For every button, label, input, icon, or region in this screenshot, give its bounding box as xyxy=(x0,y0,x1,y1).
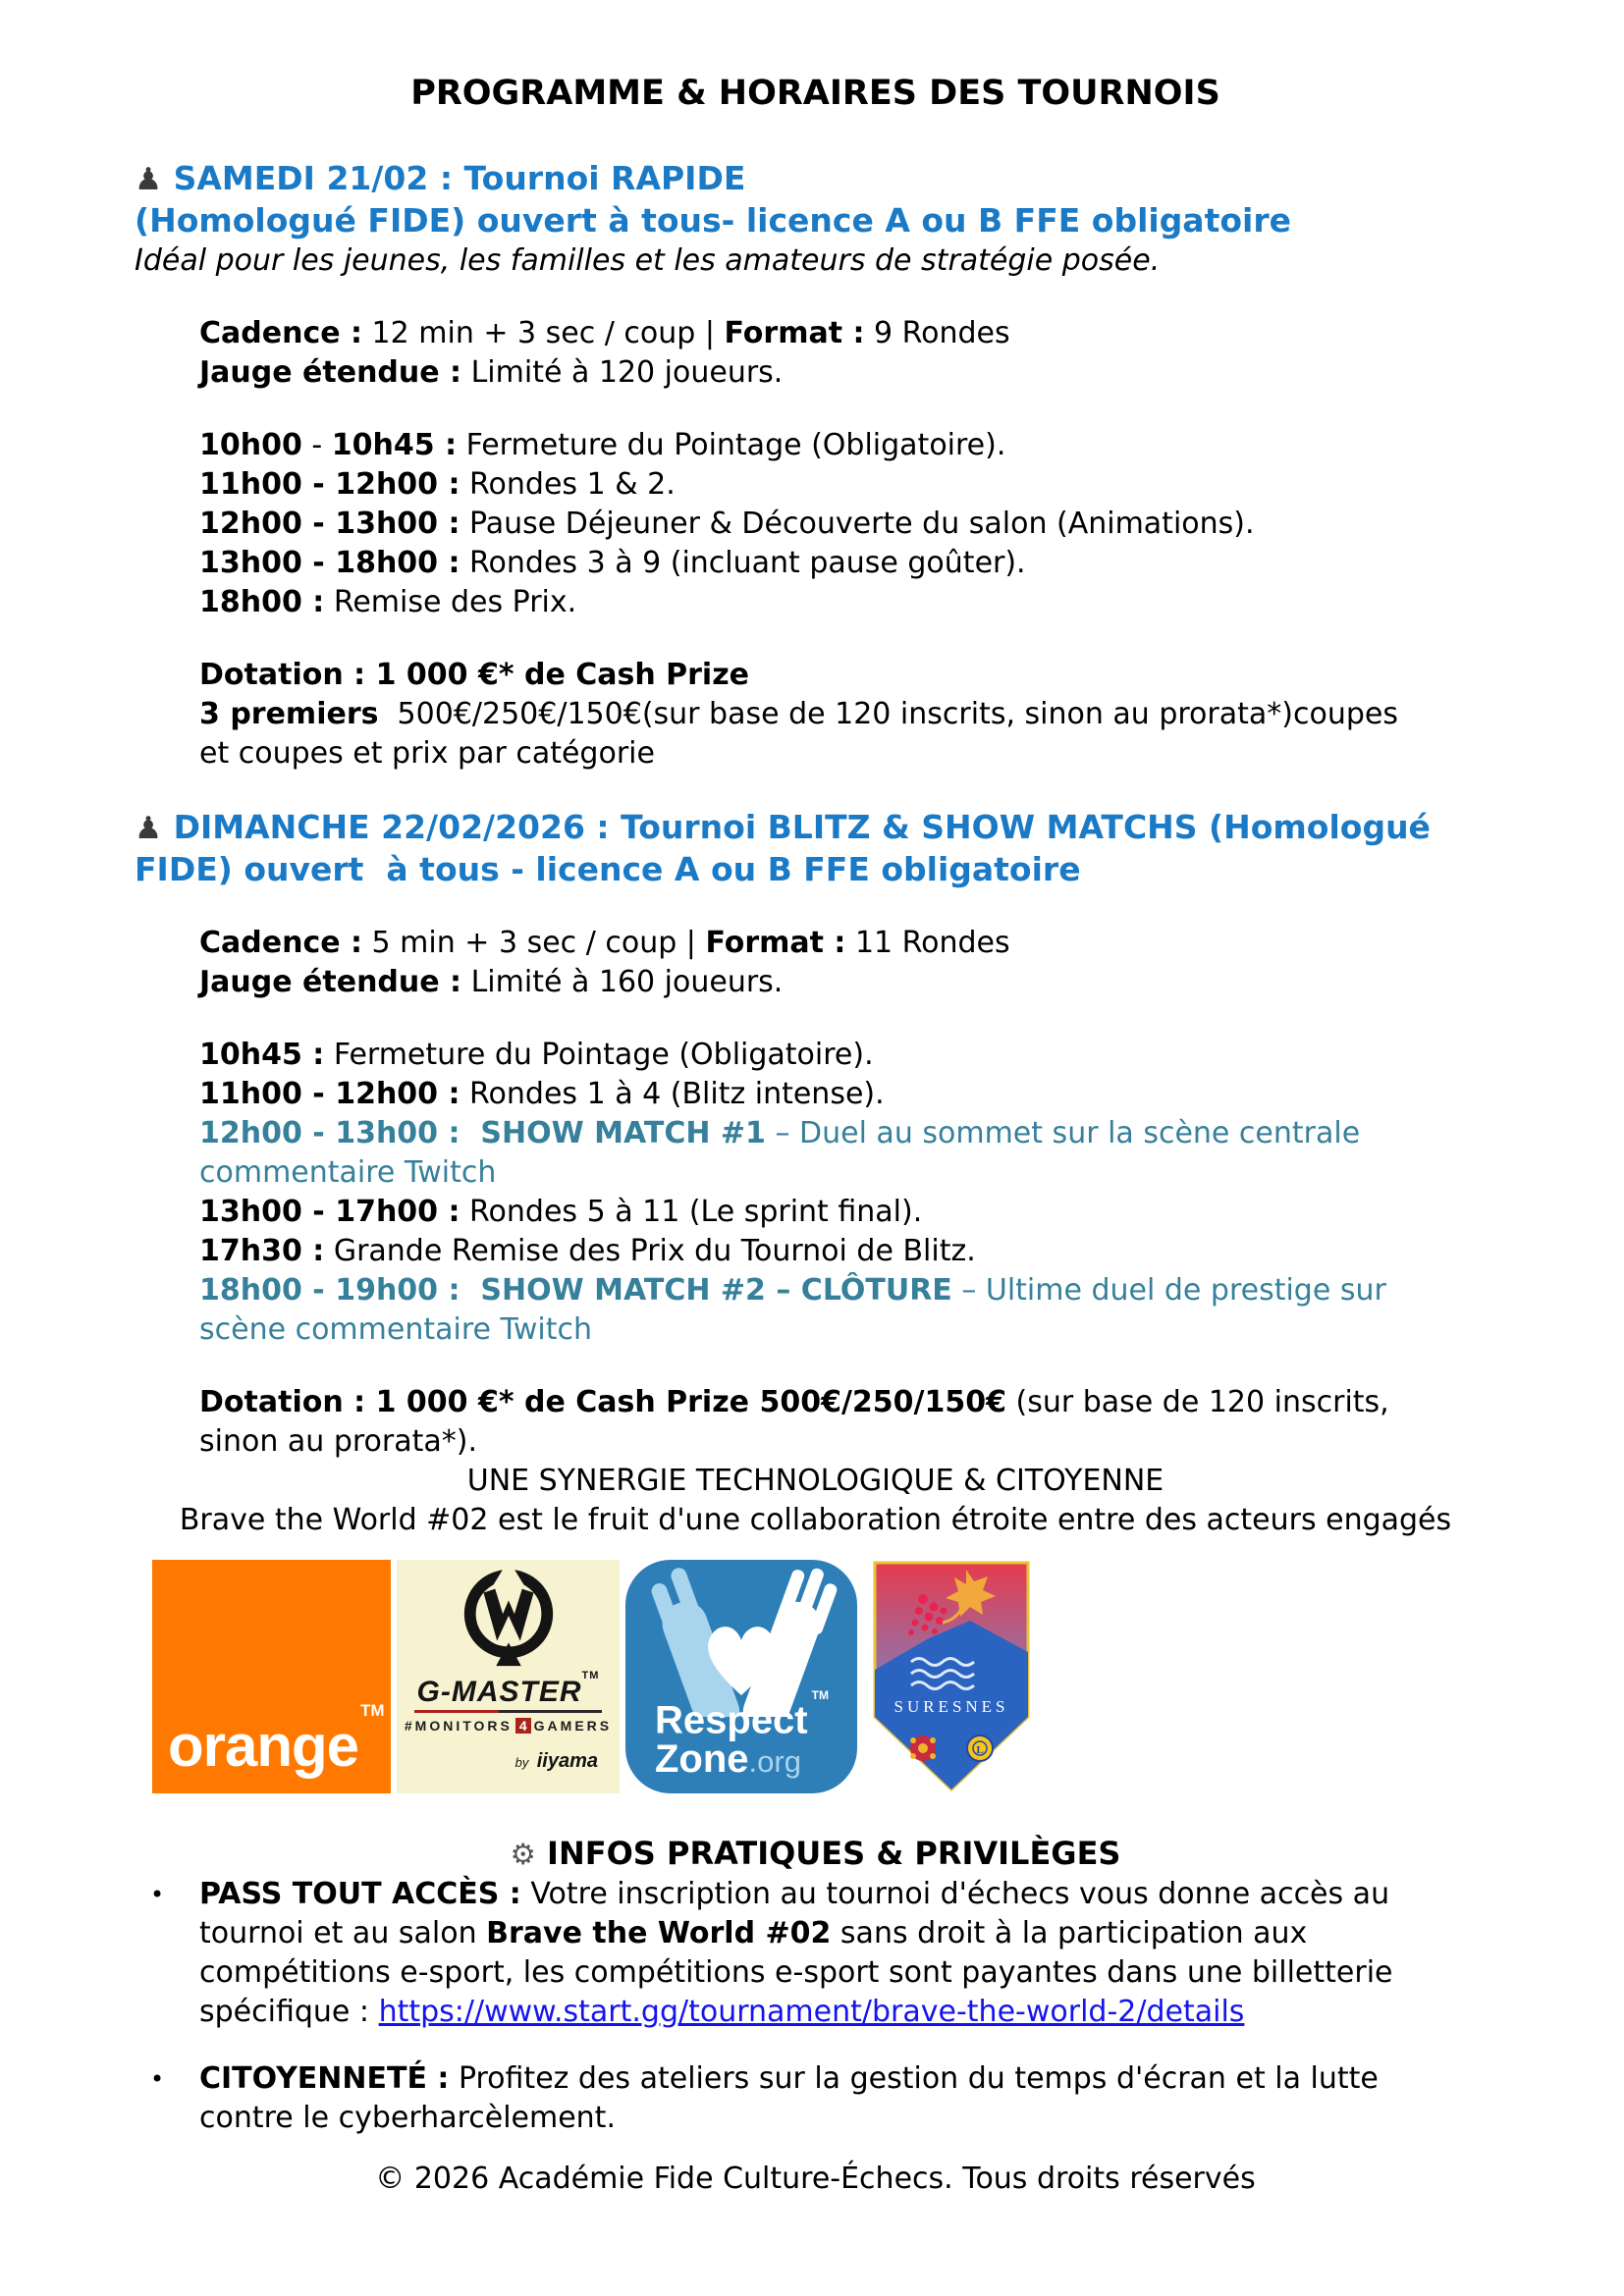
text-segment: Dotation : 1 000 €* de Cash Prize xyxy=(199,658,750,692)
spacer xyxy=(135,281,1496,314)
spacer xyxy=(135,1350,1496,1383)
spacer xyxy=(135,890,1496,924)
text-segment: 18h00 - 19h00 : SHOW MATCH #2 – CLÔTURE xyxy=(199,1273,952,1308)
tournament2-schedule-4 xyxy=(199,1193,1496,1232)
spacer xyxy=(135,2032,1496,2059)
respectzone-org-text: .org xyxy=(748,1744,801,1779)
orange-logo xyxy=(152,1560,391,1793)
orange-logo-text: orange xyxy=(168,1713,359,1779)
text-segment: 12h00 - 13h00 : SHOW MATCH #1 xyxy=(199,1116,766,1150)
tournament2-schedule-6 xyxy=(199,1271,1496,1310)
bullet-pass-tout-acces-line-1 xyxy=(199,1875,1496,1914)
tournament2-heading-line2 xyxy=(135,849,1496,890)
tournament2-schedule-5 xyxy=(199,1232,1496,1271)
text-segment: sinon au prorata*). xyxy=(199,1424,477,1459)
gmaster-wordmark xyxy=(397,1672,620,1708)
text-segment: – Ultime duel de prestige sur xyxy=(951,1273,1386,1308)
bullet-pass-tout-acces-line-4 xyxy=(199,1993,1496,2032)
iiyama-brand-text: iiyama xyxy=(536,1750,598,1772)
text-segment: Rondes 5 à 11 (Le sprint final). xyxy=(460,1195,923,1229)
text-segment: 18h00 : xyxy=(199,585,325,619)
bullet-citoyennete-line-1 xyxy=(199,2059,1496,2099)
text-segment: 11h00 - 12h00 : xyxy=(199,467,460,502)
tournament1-schedule-5 xyxy=(199,583,1496,622)
tournament1-schedule-3 xyxy=(199,505,1496,544)
text-segment: Profitez des ateliers sur la gestion du temps d'écran et la lutte xyxy=(449,2061,1379,2096)
text-segment: Jauge étendue : xyxy=(199,965,462,999)
respectzone-line1 xyxy=(655,1687,829,1741)
text-segment: 12 min + 3 sec / coup | xyxy=(362,316,725,350)
synergy-title xyxy=(135,1462,1496,1501)
synergy-subtitle xyxy=(135,1501,1496,1540)
respectzone-card xyxy=(625,1560,857,1793)
gmaster-logo xyxy=(397,1560,620,1793)
tournament2-dotation-line1 xyxy=(199,1383,1496,1422)
tournament1-heading-line2 xyxy=(135,200,1496,241)
text-segment: PROGRAMME & HORAIRES DES TOURNOIS xyxy=(410,74,1220,113)
text-segment: Rondes 1 à 4 (Blitz intense). xyxy=(460,1077,885,1111)
tournament2-schedule-6b xyxy=(199,1310,1496,1350)
spacer xyxy=(135,113,1496,158)
text-segment: CITOYENNETÉ : xyxy=(199,2061,450,2096)
lions-club-emblem xyxy=(967,1735,993,1761)
bullet-citoyennete xyxy=(135,2059,1496,2138)
respectzone-respect-text: Respect xyxy=(655,1698,808,1741)
partner-logos-row xyxy=(152,1560,1496,1793)
bullet-citoyennete-text xyxy=(199,2059,1496,2138)
tournament1-heading-line1 xyxy=(135,158,1496,200)
gmaster-name-text: G-MASTER xyxy=(416,1676,582,1708)
text-segment: (sur base de 120 inscrits, xyxy=(1006,1385,1389,1419)
text-segment: Dotation : 1 000 €* de Cash Prize 500€/250/150€ xyxy=(199,1385,1006,1419)
text-segment: Limité à 160 joueurs. xyxy=(461,965,784,999)
tournament1-cadence xyxy=(199,314,1496,353)
text-segment: 13h00 - 18h00 : xyxy=(199,546,460,580)
document-flow-top xyxy=(135,74,1496,1560)
text-segment: Fermeture du Pointage (Obligatoire). xyxy=(457,428,1006,462)
text-segment: Remise des Prix. xyxy=(324,585,577,619)
spacer xyxy=(135,1002,1496,1036)
text-segment: scène commentaire Twitch xyxy=(199,1312,593,1347)
gmaster-rule xyxy=(414,1710,602,1713)
text-segment: FIDE) ouvert à tous - licence A ou B FFE obligatoire xyxy=(135,850,1081,888)
gmaster-tagline-four: 4 xyxy=(515,1718,531,1734)
bullet-pass-tout-acces xyxy=(135,1875,1496,2032)
orange-logo-wordmark xyxy=(168,1701,385,1780)
copyright xyxy=(135,2160,1496,2199)
text-segment: 500€/250€/150€(sur base de 120 inscrits, sinon au prorata*)coupes xyxy=(378,697,1398,731)
chess-pawn-icon: ♟ xyxy=(135,162,163,197)
document-flow-bottom xyxy=(135,1793,1496,2199)
text-segment: Format : xyxy=(705,926,846,960)
spacer xyxy=(135,774,1496,807)
tournament2-schedule-2 xyxy=(199,1075,1496,1114)
gmaster-tagline-pre: #MONITORS xyxy=(404,1718,513,1734)
tournament1-schedule-1 xyxy=(199,426,1496,465)
text-segment: commentaire Twitch xyxy=(199,1155,497,1190)
spacer xyxy=(135,2138,1496,2160)
text-segment: INFOS PRATIQUES & PRIVILÈGES xyxy=(535,1835,1121,1872)
text-segment: © 2026 Académie Fide Culture-Échecs. Tous droits réservés xyxy=(375,2162,1256,2196)
text-segment: Fermeture du Pointage (Obligatoire). xyxy=(324,1038,874,1072)
text-segment: (Homologué FIDE) ouvert à tous- licence A ou B FFE obligatoire xyxy=(135,201,1291,240)
spacer xyxy=(135,393,1496,426)
text-segment: tournoi et au salon xyxy=(199,1916,487,1950)
respectzone-zone-text: Zone xyxy=(655,1737,749,1781)
bullet-pass-tout-acces-line-3 xyxy=(199,1953,1496,1993)
text-segment: Format : xyxy=(724,316,865,350)
respectzone-logo xyxy=(625,1560,857,1793)
gear-icon: ⚙ xyxy=(510,1838,536,1871)
suresnes-floral-emblem xyxy=(910,1735,936,1761)
text-segment: Cadence : xyxy=(199,316,363,350)
text-segment: et coupes et prix par catégorie xyxy=(199,736,655,771)
bullet-citoyennete-line-2 xyxy=(199,2099,1496,2138)
text-segment: 10h45 : xyxy=(199,1038,325,1072)
text-segment: Cadence : xyxy=(199,926,363,960)
tournament1-prizes-line1 xyxy=(199,695,1496,734)
text-segment: Rondes 3 à 9 (incluant pause goûter). xyxy=(460,546,1026,580)
tournament1-schedule-2 xyxy=(199,465,1496,505)
text-segment: - xyxy=(301,428,332,462)
respectzone-line2 xyxy=(655,1739,825,1782)
tournament1-prizes-line2 xyxy=(199,734,1496,774)
spacer xyxy=(135,1793,1496,1833)
bullet-pass-tout-acces-text xyxy=(199,1875,1496,2032)
text-segment: DIMANCHE 22/02/2026 : Tournoi BLITZ & SHOW MATCHS (Homologué xyxy=(162,808,1431,846)
text-segment: Brave the World #02 xyxy=(486,1916,832,1950)
infos-heading xyxy=(135,1833,1496,1875)
text-segment: 5 min + 3 sec / coup | xyxy=(362,926,706,960)
tournament2-schedule-3b xyxy=(199,1153,1496,1193)
text-segment: UNE SYNERGIE TECHNOLOGIQUE & CITOYENNE xyxy=(466,1464,1164,1498)
gmaster-tm-mark: TM xyxy=(581,1670,600,1682)
gmaster-by-text: by xyxy=(514,1755,529,1770)
suresnes-crest-icon xyxy=(872,1560,1031,1793)
text-segment: Votre inscription au tournoi d'échecs vous donne accès au xyxy=(520,1877,1390,1911)
tournament1-dotation xyxy=(199,656,1496,695)
text-segment: 3 premiers xyxy=(199,697,379,731)
tournament1-schedule-4 xyxy=(199,544,1496,583)
gmaster-tagline-post: GAMERS xyxy=(533,1718,613,1734)
tournament2-heading-line1 xyxy=(135,807,1496,849)
suresnes-name-text: SURESNES xyxy=(893,1697,1009,1716)
bullet-marker: • xyxy=(150,2065,165,2093)
text-segment: Pause Déjeuner & Découverte du salon (Animations). xyxy=(460,507,1255,541)
text-segment: 12h00 - 13h00 : xyxy=(199,507,460,541)
text-segment: sans droit à la participation aux xyxy=(831,1916,1308,1950)
text-segment: contre le cyberharcèlement. xyxy=(199,2101,616,2135)
text-segment: Grande Remise des Prix du Tournoi de Blitz. xyxy=(324,1234,976,1268)
text-segment: PASS TOUT ACCÈS : xyxy=(199,1877,521,1911)
text-segment: compétitions e-sport, les compétitions e-sport sont payantes dans une billetterie xyxy=(199,1955,1393,1990)
page-title xyxy=(135,74,1496,113)
tournament2-cadence xyxy=(199,924,1496,963)
gmaster-tagline xyxy=(397,1718,620,1734)
suresnes-logo xyxy=(872,1560,1031,1793)
tournament2-jauge xyxy=(199,963,1496,1002)
respectzone-wordmark xyxy=(655,1687,829,1782)
tournament2-schedule-1 xyxy=(199,1036,1496,1075)
text-segment: 17h30 : xyxy=(199,1234,325,1268)
text-segment: Brave the World #02 est le fruit d'une collaboration étroite entre des acteurs engagés xyxy=(179,1503,1452,1537)
text-segment: SAMEDI 21/02 : Tournoi RAPIDE xyxy=(162,159,746,197)
text-segment: – Duel au sommet sur la scène centrale xyxy=(765,1116,1361,1150)
spacer xyxy=(135,1540,1496,1560)
bullet-marker: • xyxy=(150,1881,165,1908)
tournament2-schedule-3 xyxy=(199,1114,1496,1153)
text-segment: 9 Rondes xyxy=(864,316,1010,350)
text-segment: 10h00 xyxy=(199,428,302,462)
tournament1-jauge xyxy=(199,353,1496,393)
chess-pawn-icon: ♟ xyxy=(135,811,163,846)
tournament1-tagline xyxy=(135,241,1496,281)
bullet-pass-tout-acces-line-2 xyxy=(199,1914,1496,1953)
text-segment: 10h45 : xyxy=(331,428,458,462)
registration-link[interactable]: https://www.start.gg/tournament/brave-the-world-2/details xyxy=(378,1995,1245,2029)
text-segment: Rondes 1 & 2. xyxy=(460,467,676,502)
orange-tm-mark: TM xyxy=(360,1701,385,1720)
lions-letter-text: L xyxy=(976,1744,984,1756)
gmaster-byline xyxy=(397,1741,620,1775)
spacer xyxy=(135,622,1496,656)
text-segment: spécifique : xyxy=(199,1995,379,2029)
text-segment: 13h00 - 17h00 : xyxy=(199,1195,460,1229)
text-segment: Limité à 120 joueurs. xyxy=(461,355,784,390)
respectzone-tm-mark: TM xyxy=(811,1687,829,1702)
text-segment: Jauge étendue : xyxy=(199,355,462,390)
text-segment: 11 Rondes xyxy=(845,926,1010,960)
text-segment: Idéal pour les jeunes, les familles et les amateurs de stratégie posée. xyxy=(135,243,1161,278)
gmaster-claw-icon xyxy=(451,1566,567,1672)
text-segment: 11h00 - 12h00 : xyxy=(199,1077,460,1111)
tournament2-dotation-line2 xyxy=(199,1422,1496,1462)
